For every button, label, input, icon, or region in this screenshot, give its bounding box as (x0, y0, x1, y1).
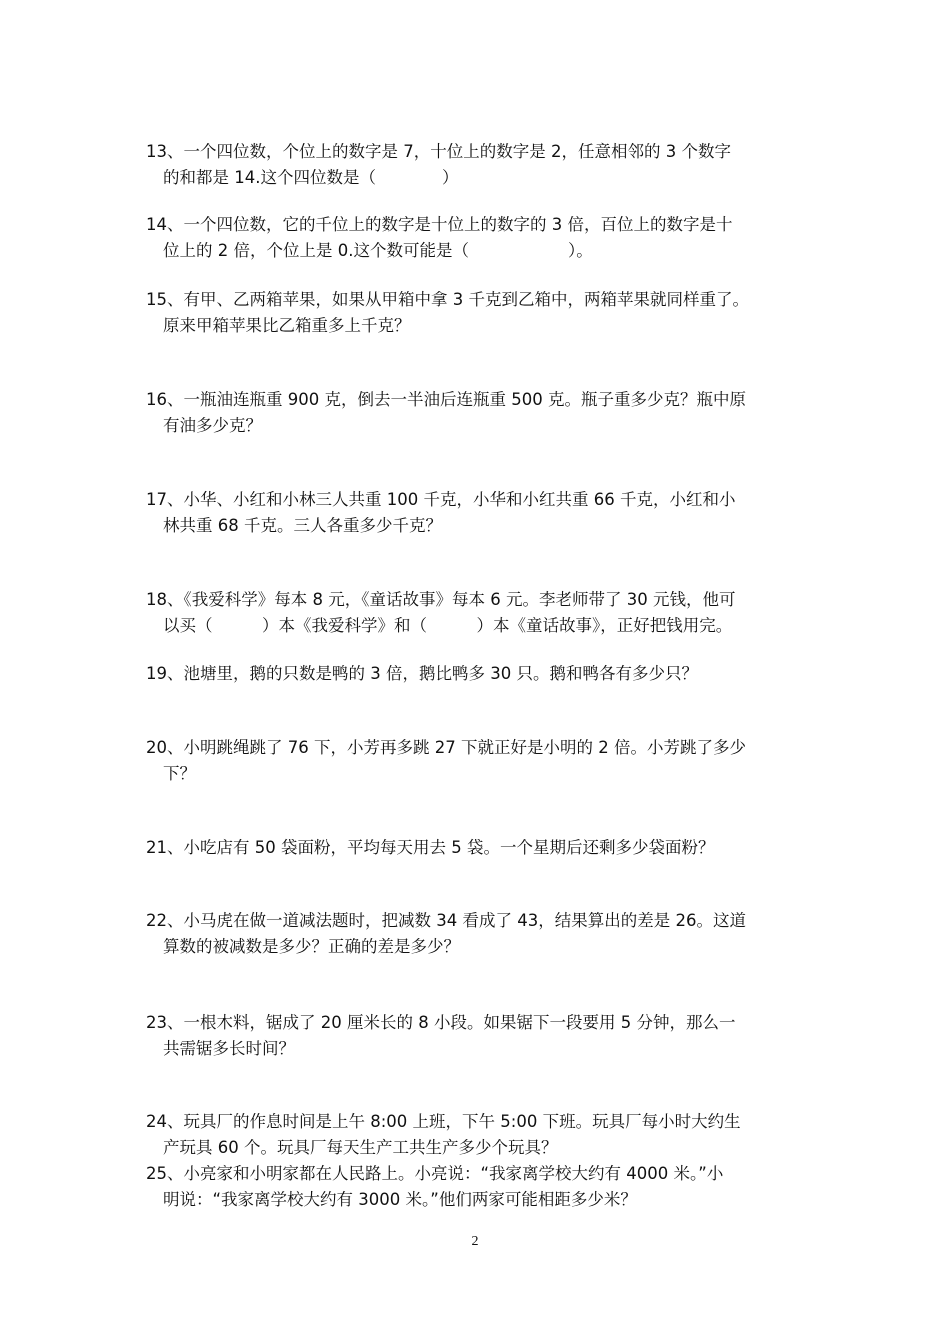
question-line: 林共重 68 千克。三人各重多少千克？ (163, 516, 442, 535)
question-line: 明说：“我家离学校大约有 3000 米。”他们两家可能相距多少米？ (163, 1190, 637, 1209)
question-line: 下？ (163, 764, 196, 783)
question-15 (146, 287, 810, 339)
question-13 (146, 139, 810, 191)
question-line: 位上的 2 倍，个位上是 0.这个数可能是（ ）。 (163, 241, 593, 260)
question-line: 18、《我爱科学》每本 8 元，《童话故事》每本 6 元。李老师带了 30 元钱，他可 (146, 590, 736, 609)
question-line: 23、一根木料，锯成了 20 厘米长的 8 小段。如果锯下一段要用 5 分钟，那么一 (146, 1013, 736, 1032)
question-line: 产玩具 60 个。玩具厂每天生产工共生产多少个玩具？ (163, 1138, 558, 1157)
question-25 (146, 1161, 810, 1213)
question-line: 13、一个四位数，个位上的数字是 7，十位上的数字是 2，任意相邻的 3 个数字 (146, 142, 731, 161)
question-17 (146, 487, 810, 539)
page-number: 2 (471, 1234, 479, 1249)
question-20 (146, 735, 810, 787)
question-line: 以买（ ）本《我爱科学》和（ ）本《童话故事》，正好把钱用完。 (163, 616, 733, 635)
question-line: 19、池塘里，鹅的只数是鸭的 3 倍，鹅比鸭多 30 只。鹅和鸭各有多少只？ (146, 664, 698, 683)
question-line: 有油多少克？ (163, 416, 262, 435)
question-line: 原来甲箱苹果比乙箱重多上千克？ (163, 316, 411, 335)
question-16 (146, 387, 810, 439)
question-18 (146, 587, 810, 639)
question-line: 21、小吃店有 50 袋面粉，平均每天用去 5 袋。一个星期后还剩多少袋面粉？ (146, 838, 715, 857)
question-24 (146, 1109, 810, 1161)
question-line: 14、一个四位数，它的千位上的数字是十位上的数字的 3 倍，百位上的数字是十 (146, 215, 733, 234)
question-line: 25、小亮家和小明家都在人民路上。小亮说：“我家离学校大约有 4000 米。”小 (146, 1164, 724, 1183)
question-14 (146, 212, 810, 264)
question-line: 17、小华、小红和小林三人共重 100 千克，小华和小红共重 66 千克，小红和小 (146, 490, 736, 509)
question-22 (146, 908, 810, 960)
question-line: 算数的被减数是多少？正确的差是多少？ (163, 937, 460, 956)
question-21 (146, 835, 810, 861)
question-line: 15、有甲、乙两箱苹果，如果从甲箱中拿 3 千克到乙箱中，两箱苹果就同样重了。 (146, 290, 749, 309)
question-line: 24、玩具厂的作息时间是上午 8:00 上班，下午 5:00 下班。玩具厂每小时大约生 (146, 1112, 741, 1131)
question-line: 共需锯多长时间？ (163, 1039, 295, 1058)
question-line: 16、一瓶油连瓶重 900 克，倒去一半油后连瓶重 500 克。瓶子重多少克？瓶中原 (146, 390, 746, 409)
question-line: 的和都是 14.这个四位数是（ ） (163, 168, 459, 187)
question-23 (146, 1010, 810, 1062)
question-line: 20、小明跳绳跳了 76 下，小芳再多跳 27 下就正好是小明的 2 倍。小芳跳了多少 (146, 738, 746, 757)
question-19 (146, 661, 810, 687)
question-line: 22、小马虎在做一道减法题时，把减数 34 看成了 43，结果算出的差是 26。这道 (146, 911, 746, 930)
